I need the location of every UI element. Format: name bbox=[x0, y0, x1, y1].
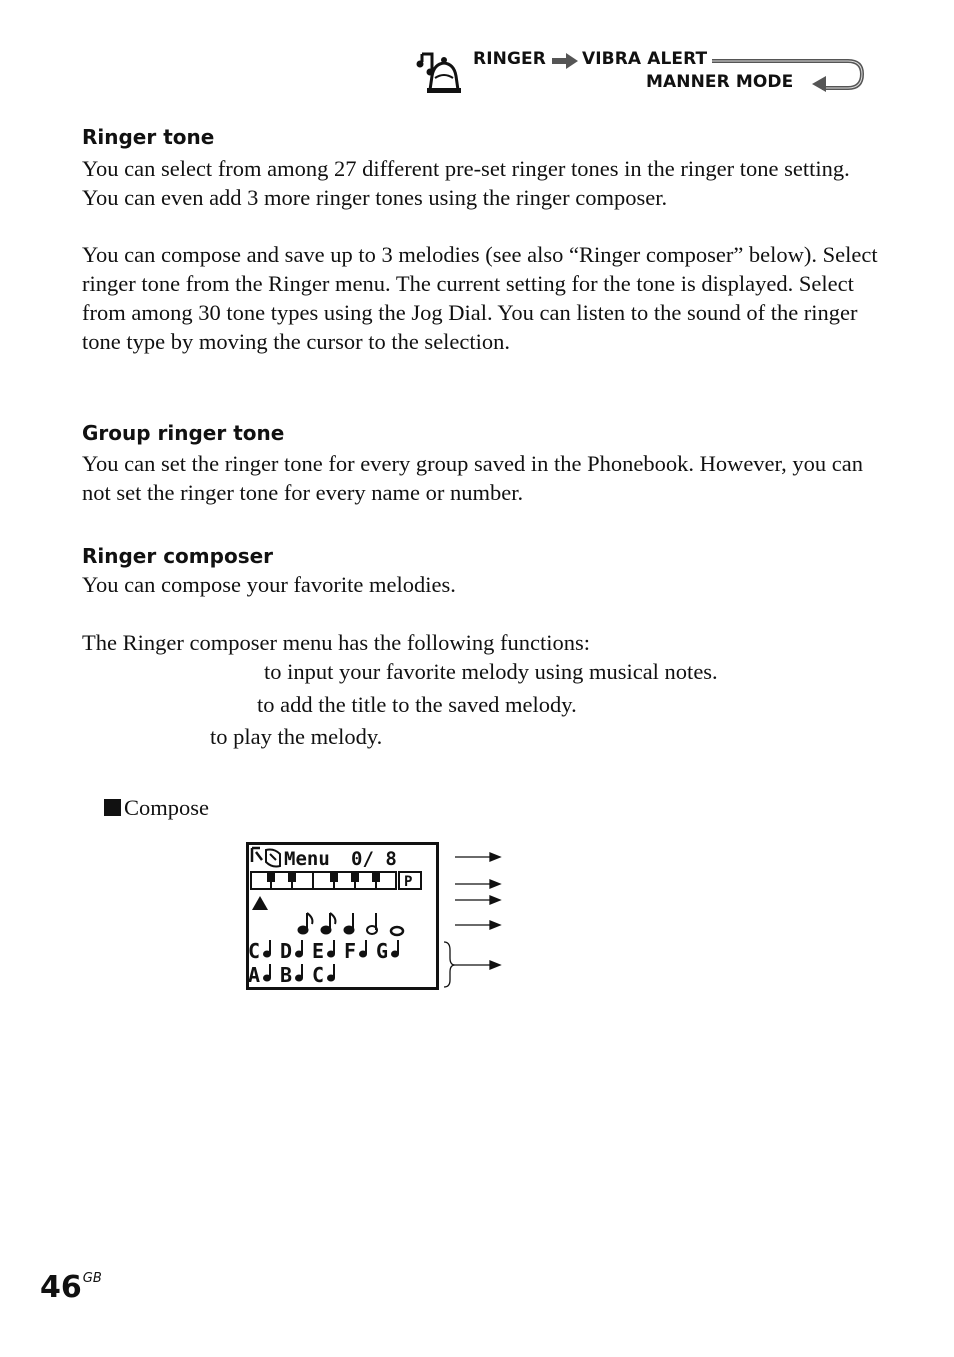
callout-arrowhead-icon bbox=[490, 880, 500, 888]
heading-ringer-composer: Ringer composer bbox=[82, 544, 274, 568]
nav-vibra-alert: VIBRA ALERT bbox=[582, 49, 708, 69]
callout-arrowhead-icon bbox=[490, 921, 500, 929]
lcd-note-letter: C bbox=[248, 939, 261, 963]
ringer-composer-para: You can compose your favorite melodies. bbox=[82, 572, 456, 597]
ringer-composer-intro: The Ringer composer menu has the following functions: bbox=[82, 630, 591, 655]
callout-brace-icon bbox=[444, 942, 455, 987]
lcd-note-letter: F bbox=[344, 939, 357, 963]
ringer-tone-para1: You can select from among 27 different pre-set ringer tones in the ringer tone setting. You can even add 3 more ringer tones using the ringer composer. bbox=[82, 156, 850, 210]
menu-path-header bbox=[414, 46, 874, 102]
function-title-desc: to add the title to the saved melody. bbox=[257, 692, 577, 717]
page-number bbox=[40, 1270, 102, 1305]
compose-subheading bbox=[104, 795, 209, 821]
ringer-bell-icon bbox=[416, 50, 462, 96]
ringer-tone-para2: You can compose and save up to 3 melodies (see also “Ringer composer” below). Select ringer tone from the Ringer menu. The current setting for the tone is displayed. Select from among 30 tone types using the Jog Dial. You can listen to the sound of the ringer tone type by moving the cursor to the selection. bbox=[82, 242, 878, 354]
lcd-note-letter: E bbox=[312, 939, 325, 963]
lcd-callout-arrows bbox=[440, 842, 520, 990]
compose-label: Compose bbox=[124, 795, 210, 820]
right-arrow-icon bbox=[552, 53, 578, 69]
lcd-keyboard-icon bbox=[251, 872, 396, 889]
callout-arrowhead-icon bbox=[490, 961, 500, 969]
lcd-note-letter: C bbox=[312, 963, 325, 987]
lcd-note-letter: D bbox=[280, 939, 293, 963]
callout-arrowhead-icon bbox=[490, 896, 500, 904]
lcd-p-label: P bbox=[404, 874, 413, 890]
heading-group-ringer-tone: Group ringer tone bbox=[82, 421, 285, 445]
nav-ringer: RINGER bbox=[473, 49, 546, 69]
nav-manner-mode: MANNER MODE bbox=[646, 72, 794, 92]
lcd-note-letter: A bbox=[248, 963, 261, 987]
black-square-icon bbox=[104, 799, 121, 816]
page-number-value: 46 bbox=[40, 1270, 82, 1305]
lcd-menu-label: Menu bbox=[284, 848, 330, 870]
function-compose-desc: to input your favorite melody using musical notes. bbox=[264, 659, 718, 684]
lcd-note-letter: G bbox=[376, 939, 389, 963]
heading-ringer-tone: Ringer tone bbox=[82, 125, 215, 149]
composer-lcd-screen bbox=[246, 842, 439, 990]
group-ringer-tone-para: You can set the ringer tone for every group saved in the Phonebook. However, you can not set the ringer tone for every name or number. bbox=[82, 451, 863, 505]
page-number-suffix: GB bbox=[82, 1271, 102, 1286]
callout-arrowhead-icon bbox=[490, 853, 500, 861]
lcd-note-letter: B bbox=[280, 963, 293, 987]
lcd-counter: 0/ 8 bbox=[351, 848, 397, 870]
function-play-desc: to play the melody. bbox=[210, 724, 383, 749]
